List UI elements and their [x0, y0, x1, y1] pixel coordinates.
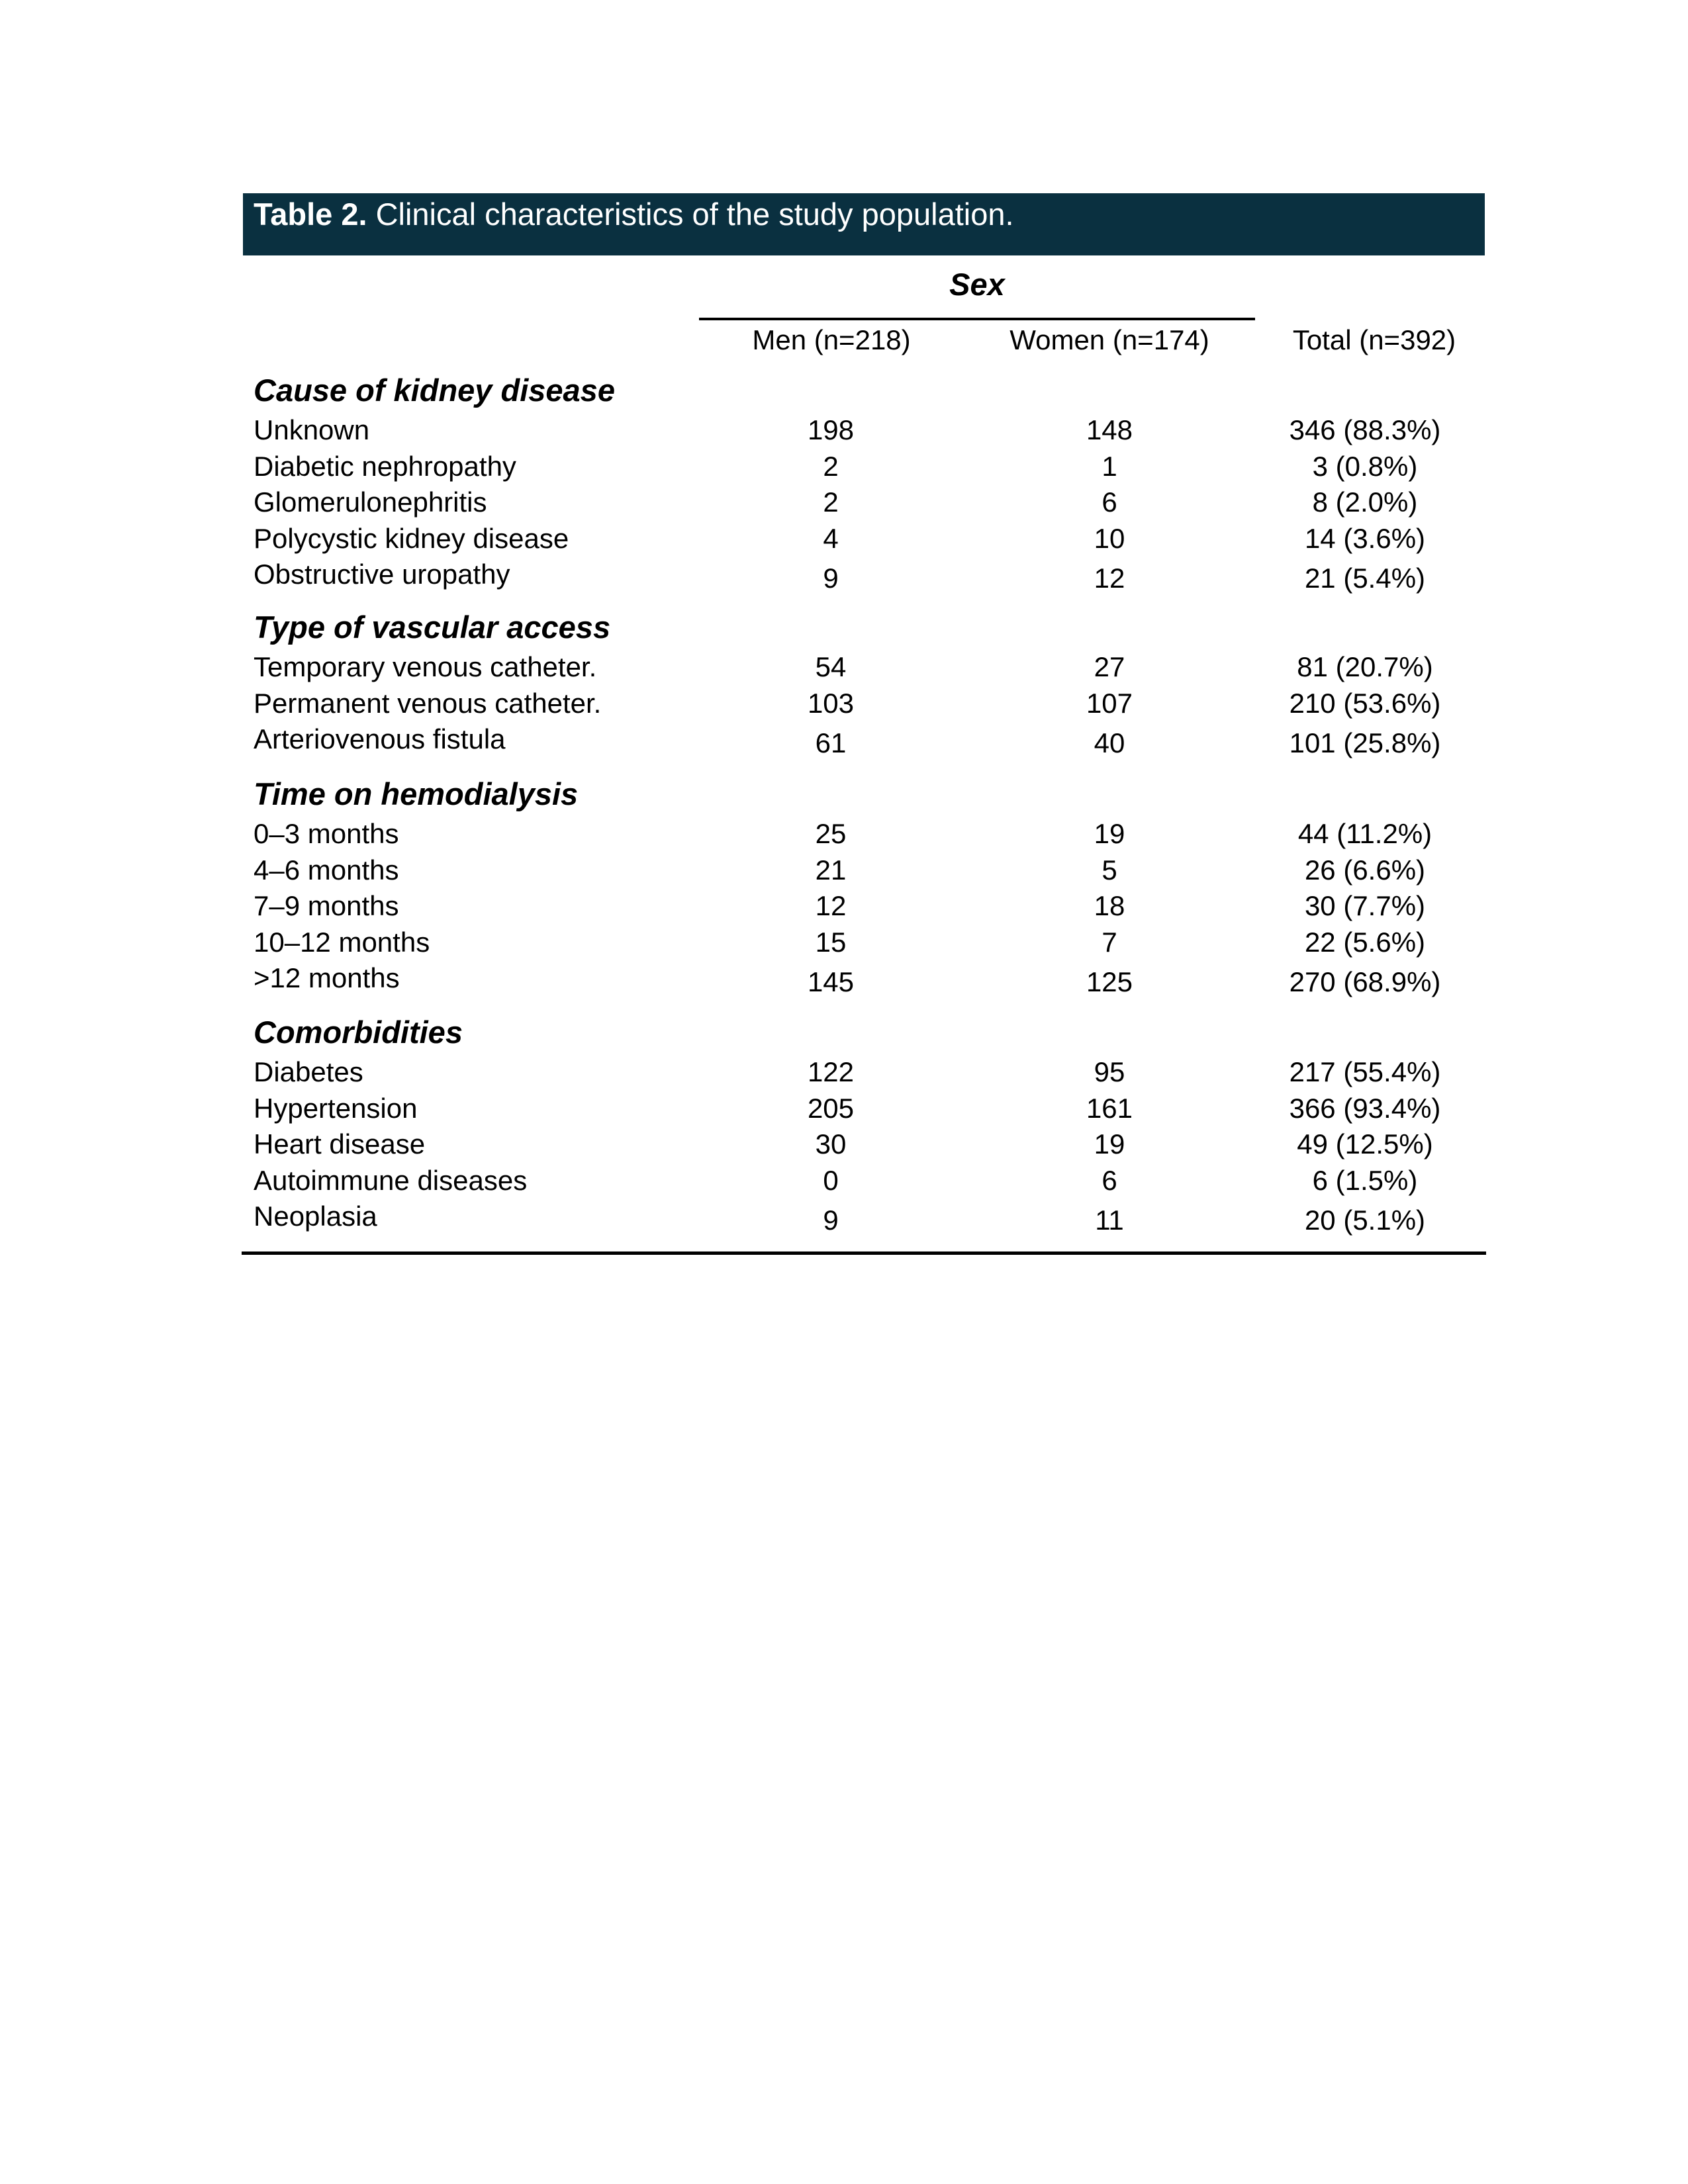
row-label: Heart disease [254, 1128, 426, 1160]
column-header-women: Women (n=174) [1009, 324, 1209, 355]
cell-women: 18 [1094, 890, 1125, 921]
row-label: Temporary venous catheter. [254, 651, 597, 682]
cell-men: 2 [823, 450, 839, 482]
cell-men: 103 [807, 687, 855, 719]
cell-men: 198 [807, 414, 855, 445]
cell-women: 95 [1094, 1056, 1125, 1087]
cell-men: 30 [815, 1128, 847, 1160]
cell-total: 14 (3.6%) [1304, 522, 1426, 554]
cell-men: 12 [815, 890, 847, 921]
table-row [243, 556, 1485, 593]
row-label: >12 months [254, 962, 400, 993]
cell-total: 6 (1.5%) [1312, 1164, 1418, 1196]
cell-men: 2 [823, 486, 839, 518]
cell-total: 8 (2.0%) [1312, 486, 1418, 518]
cell-total: 49 (12.5%) [1297, 1128, 1433, 1160]
table-row [243, 649, 1485, 686]
row-label: 10–12 months [254, 926, 430, 958]
row-label: Obstructive uropathy [254, 559, 510, 590]
section-heading: Time on hemodialysis [254, 776, 579, 811]
row-label: Diabetic nephropathy [254, 450, 516, 482]
cell-total: 81 (20.7%) [1297, 651, 1433, 682]
table-caption-text: Clinical characteristics of the study population. [367, 197, 1014, 232]
cell-total: 26 (6.6%) [1304, 854, 1426, 886]
cell-total: 3 (0.8%) [1312, 450, 1418, 482]
row-label: Unknown [254, 414, 370, 445]
row-label: Permanent venous catheter. [254, 687, 602, 719]
cell-men: 9 [823, 1205, 839, 1236]
cell-women: 27 [1094, 651, 1125, 682]
cell-women: 12 [1094, 563, 1125, 594]
row-label: Diabetes [254, 1056, 363, 1087]
cell-women: 107 [1086, 687, 1133, 719]
cell-women: 19 [1094, 1128, 1125, 1160]
row-label: Glomerulonephritis [254, 486, 487, 518]
cell-men: 61 [815, 727, 847, 758]
table-row [243, 924, 1485, 961]
cell-women: 1 [1102, 450, 1117, 482]
cell-total: 21 (5.4%) [1304, 563, 1426, 594]
cell-men: 205 [807, 1092, 855, 1124]
cell-total: 210 (53.6%) [1289, 687, 1441, 719]
cell-total: 217 (55.4%) [1289, 1056, 1441, 1087]
table-row [243, 484, 1485, 521]
table-row [243, 448, 1485, 485]
cell-men: 25 [815, 818, 847, 849]
row-label: Arteriovenous fistula [254, 723, 506, 754]
row-label: Polycystic kidney disease [254, 522, 569, 554]
cell-men: 9 [823, 563, 839, 594]
cell-women: 5 [1102, 854, 1117, 886]
cell-women: 10 [1094, 522, 1125, 554]
section-heading: Cause of kidney disease [254, 373, 615, 408]
table-caption-label: Table 2. [254, 197, 367, 232]
row-label: 0–3 months [254, 818, 399, 849]
cell-total: 30 (7.7%) [1304, 890, 1426, 921]
cell-women: 11 [1095, 1205, 1124, 1236]
cell-women: 161 [1086, 1092, 1133, 1124]
table-row [243, 960, 1485, 997]
table-row [243, 887, 1485, 925]
row-label: 7–9 months [254, 890, 399, 921]
cell-total: 22 (5.6%) [1304, 926, 1426, 958]
cell-total: 346 (88.3%) [1289, 414, 1441, 445]
table-row [243, 721, 1485, 758]
cell-men: 0 [823, 1164, 839, 1196]
cell-total: 44 (11.2%) [1297, 818, 1432, 849]
table-row [243, 412, 1485, 449]
table-row [243, 1162, 1485, 1199]
row-label: 4–6 months [254, 854, 399, 886]
cell-total: 366 (93.4%) [1289, 1092, 1441, 1124]
table-row [243, 1090, 1485, 1127]
table-row [243, 852, 1485, 889]
table-bottom-rule [242, 1251, 1486, 1255]
section-heading: Comorbidities [254, 1015, 463, 1050]
column-header-total: Total (n=392) [1292, 324, 1456, 355]
cell-women: 7 [1102, 926, 1117, 958]
sex-group-header: Sex [949, 267, 1005, 302]
cell-men: 145 [807, 966, 855, 997]
cell-total: 270 (68.9%) [1289, 966, 1441, 997]
table-row [243, 1126, 1485, 1163]
section-heading: Type of vascular access [254, 610, 611, 645]
table-row [243, 815, 1485, 852]
cell-men: 4 [823, 522, 839, 554]
cell-women: 148 [1086, 414, 1133, 445]
cell-women: 40 [1094, 727, 1125, 758]
table-row [243, 1198, 1485, 1235]
cell-women: 6 [1102, 1164, 1117, 1196]
cell-men: 54 [815, 651, 847, 682]
cell-women: 125 [1086, 966, 1133, 997]
cell-women: 19 [1094, 818, 1125, 849]
cell-total: 101 (25.8%) [1289, 727, 1441, 758]
row-label: Hypertension [254, 1092, 418, 1124]
table-row [243, 520, 1485, 557]
table-row [243, 685, 1485, 722]
table-caption [243, 193, 1485, 255]
row-label: Autoimmune diseases [254, 1164, 528, 1196]
cell-men: 15 [815, 926, 847, 958]
column-header-men: Men (n=218) [752, 324, 911, 355]
row-label: Neoplasia [254, 1201, 377, 1232]
cell-total: 20 (5.1%) [1304, 1205, 1426, 1236]
cell-men: 122 [807, 1056, 855, 1087]
table-row [243, 1054, 1485, 1091]
cell-women: 6 [1102, 486, 1117, 518]
cell-men: 21 [815, 854, 847, 886]
